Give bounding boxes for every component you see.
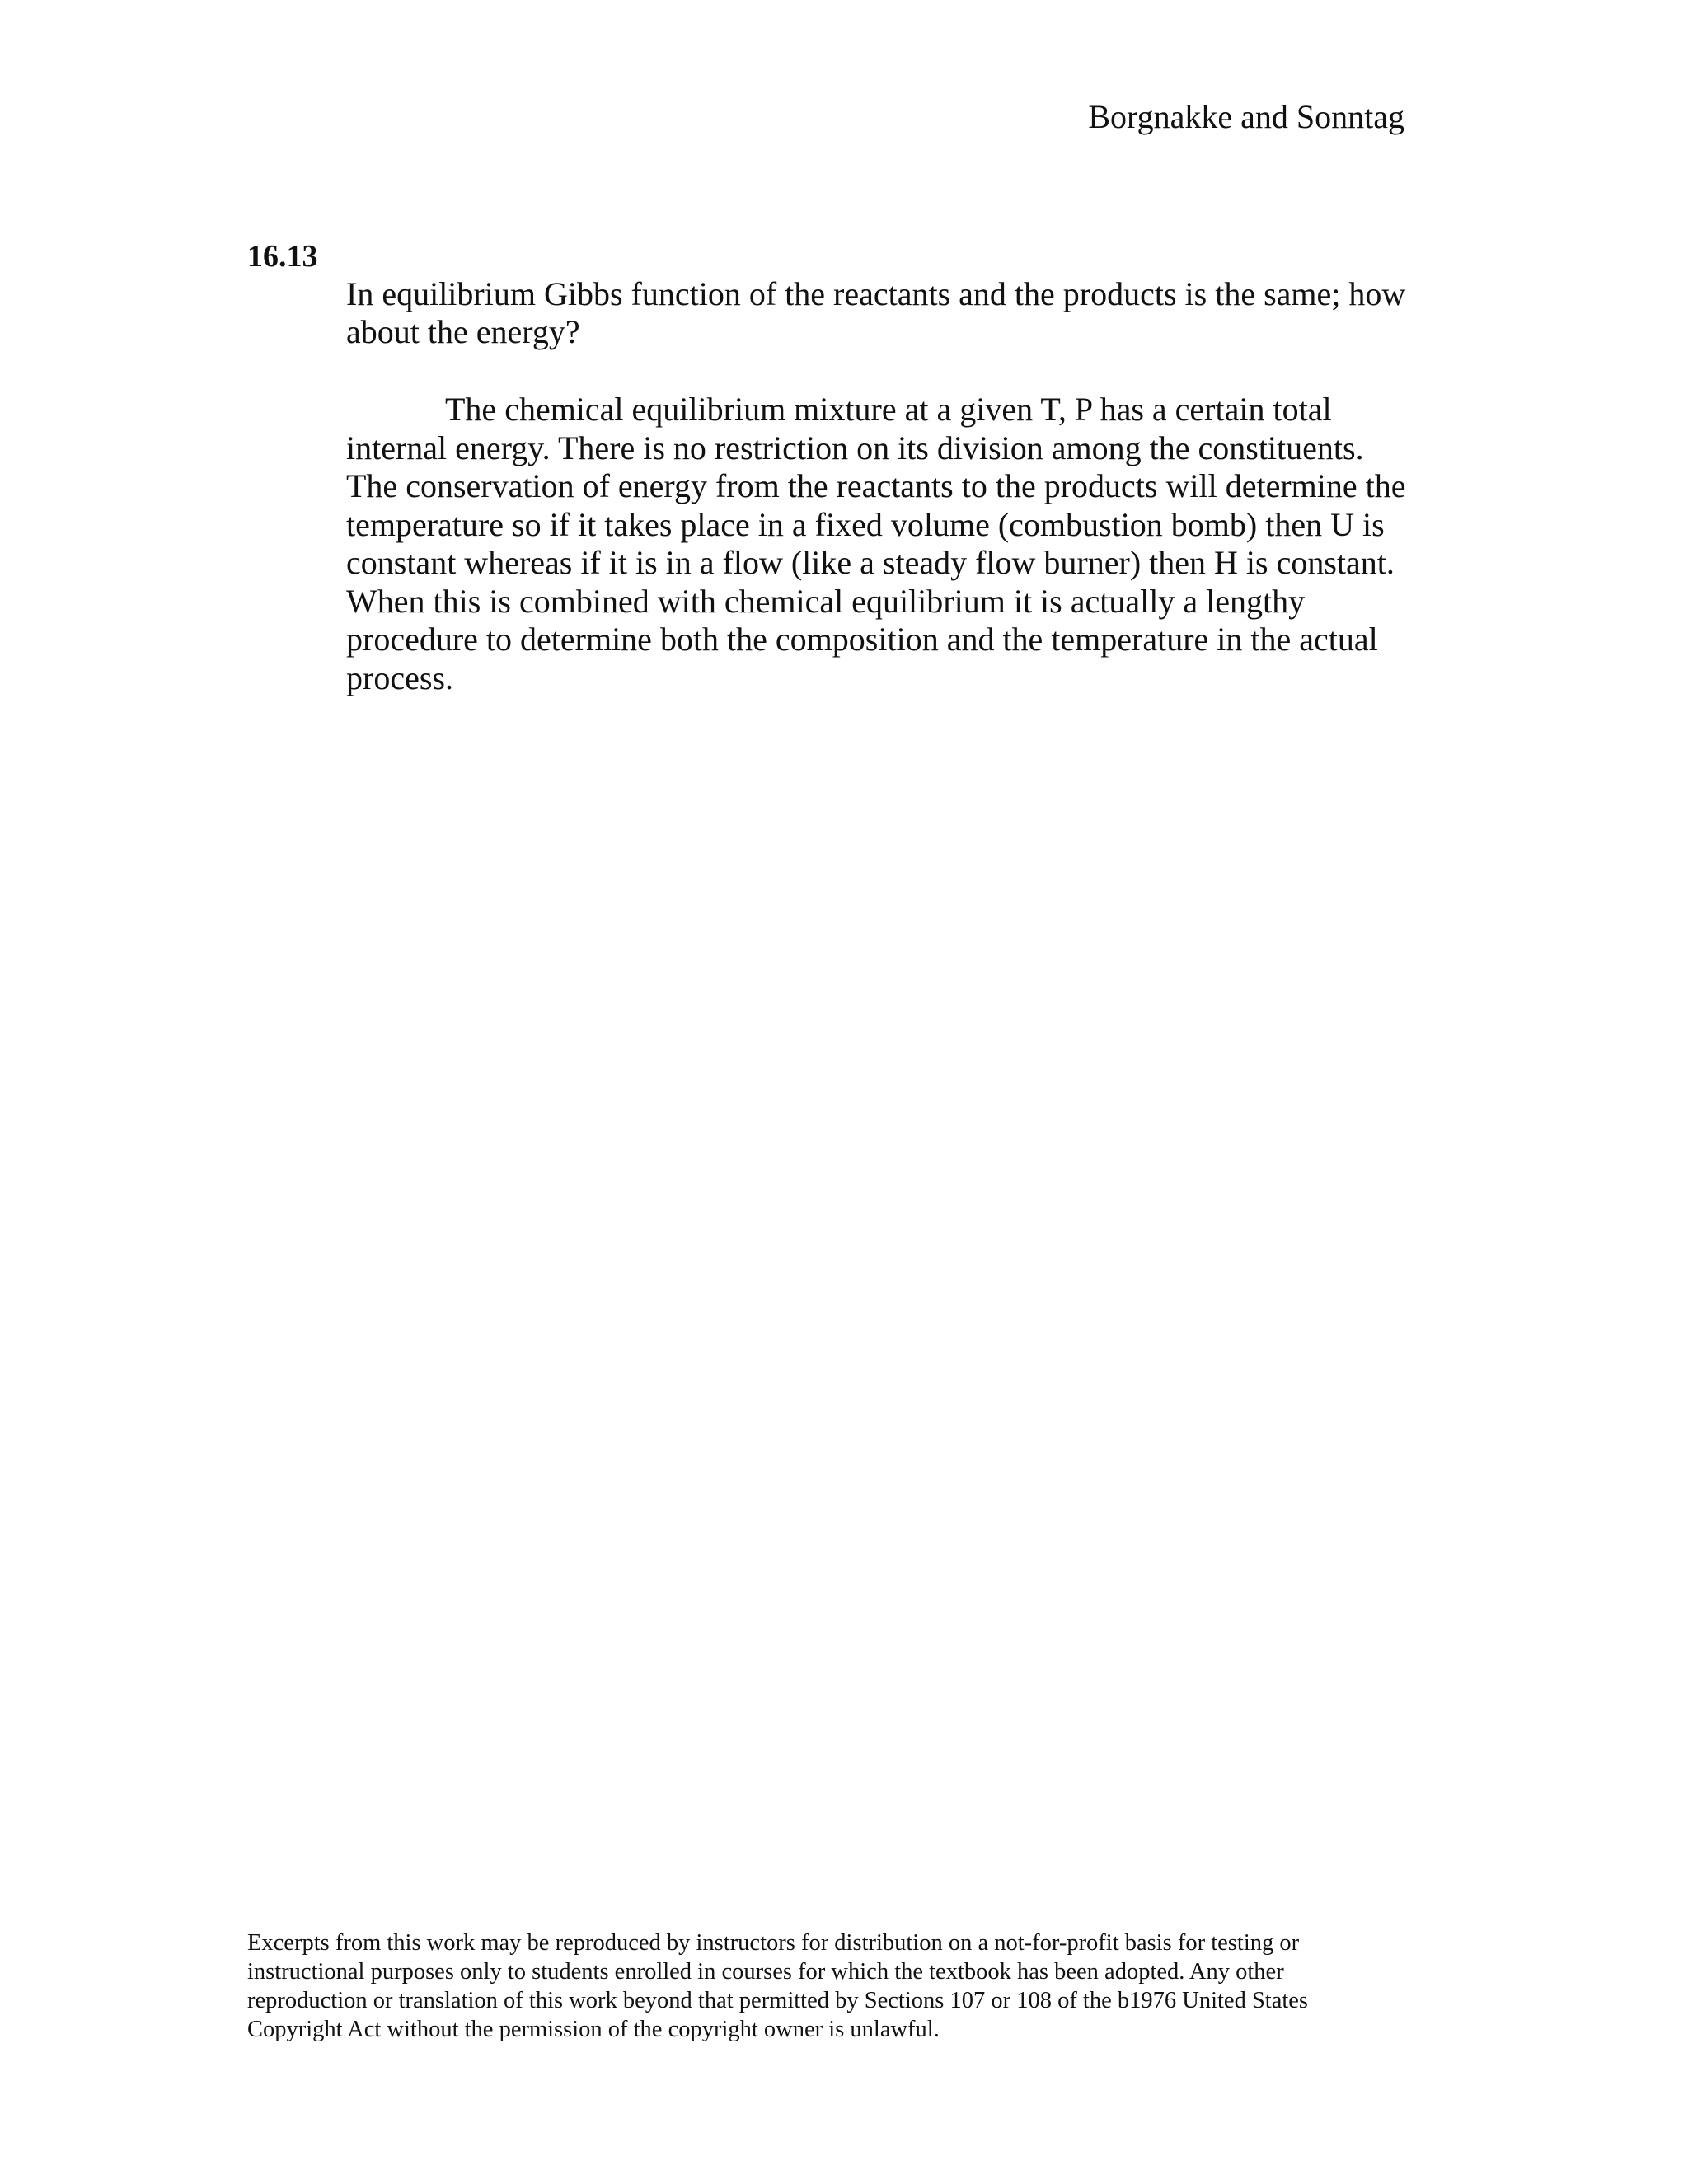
problem-number: 16.13 [247, 239, 318, 274]
answer-line: The chemical equilibrium mixture at a given T, P has a certain total [445, 391, 1332, 428]
answer-line: The conservation of energy from the reactants to the products will determine the [346, 467, 1406, 504]
answer-line: procedure to determine both the composition and the temperature in the actual [346, 621, 1378, 658]
copyright-notice [247, 1929, 1451, 2044]
notice-line: reproduction or translation of this work beyond that permitted by Sections 107 or 108 of the b1976 United States [247, 1988, 1309, 2013]
question-line: In equilibrium Gibbs function of the reactants and the products is the same; how [346, 275, 1406, 312]
answer-line: temperature so if it takes place in a fixed volume (combustion bomb) then U is [346, 505, 1385, 543]
answer-line: internal energy. There is no restriction on its division among the constituents. [346, 429, 1364, 466]
header-authors: Borgnakke and Sonntag [1088, 98, 1404, 135]
answer-line: process. [346, 658, 453, 696]
problem-question [346, 275, 1418, 351]
question-line: about the energy? [346, 313, 580, 350]
answer-line: When this is combined with chemical equilibrium it is actually a lengthy [346, 582, 1306, 620]
problem-answer [346, 391, 1418, 697]
answer-line: constant whereas if it is in a flow (like a steady flow burner) then H is constant. [346, 544, 1395, 581]
notice-line: Excerpts from this work may be reproduced by instructors for distribution on a not-for-profit basis for testing or [247, 1930, 1300, 1956]
notice-line: instructional purposes only to students enrolled in courses for which the textbook has been adopted. Any other [247, 1959, 1284, 1985]
notice-line: Copyright Act without the permission of the copyright owner is unlawful. [247, 2017, 940, 2042]
